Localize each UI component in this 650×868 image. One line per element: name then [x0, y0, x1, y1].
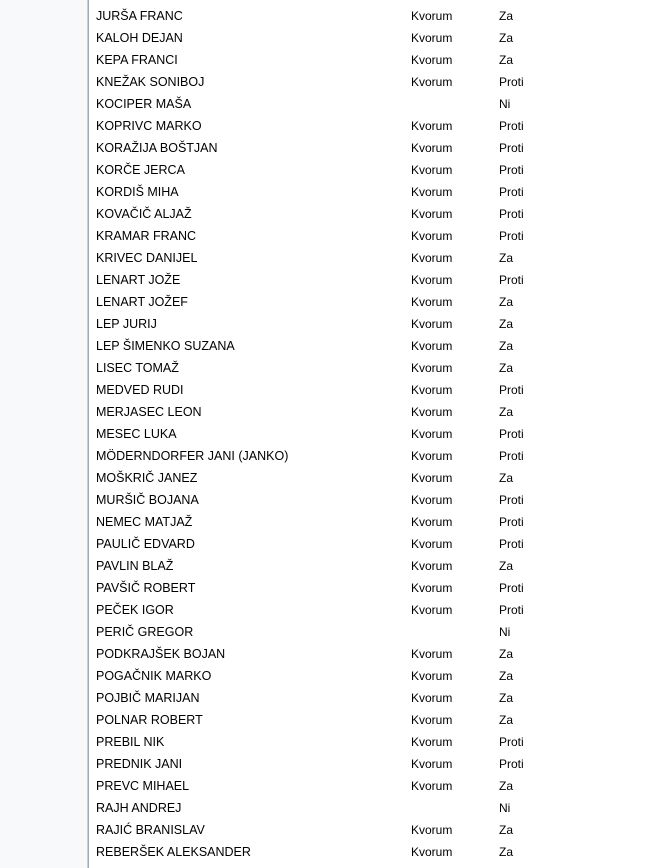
table-row — [89, 643, 650, 665]
deputy-name: LISEC TOMAŽ — [96, 361, 179, 375]
deputy-name: PAULIČ EDVARD — [96, 537, 195, 551]
deputy-name: KALOH DEJAN — [96, 31, 183, 45]
table-row — [89, 687, 650, 709]
table-row — [89, 665, 650, 687]
vote-value: Ni — [499, 97, 511, 111]
quorum-status: Kvorum — [411, 603, 453, 617]
table-row — [89, 467, 650, 489]
table-row — [89, 357, 650, 379]
deputy-name: KORAŽIJA BOŠTJAN — [96, 141, 218, 155]
table-row — [89, 423, 650, 445]
deputy-name: PREBIL NIK — [96, 735, 165, 749]
vote-value: Za — [499, 31, 514, 45]
table-row — [89, 379, 650, 401]
table-row — [89, 5, 650, 27]
deputy-name: PREVC MIHAEL — [96, 779, 190, 793]
quorum-status: Kvorum — [411, 273, 453, 287]
quorum-status: Kvorum — [411, 9, 453, 23]
table-row — [89, 313, 650, 335]
quorum-status: Kvorum — [411, 735, 453, 749]
vote-value: Proti — [499, 185, 524, 199]
vote-value: Proti — [499, 75, 524, 89]
table-row — [89, 731, 650, 753]
table-row — [89, 137, 650, 159]
vote-value: Proti — [499, 229, 524, 243]
quorum-status: Kvorum — [411, 647, 453, 661]
table-row — [89, 247, 650, 269]
table-row — [89, 841, 650, 863]
quorum-status: Kvorum — [411, 493, 453, 507]
quorum-status: Kvorum — [411, 185, 453, 199]
quorum-status: Kvorum — [411, 141, 453, 155]
table-row — [89, 49, 650, 71]
quorum-status: Kvorum — [411, 581, 453, 595]
deputy-name: PAVŠIČ ROBERT — [96, 581, 196, 595]
table-row — [89, 797, 650, 819]
deputy-name: PERIČ GREGOR — [96, 625, 194, 639]
deputy-name: RAJIĆ BRANISLAV — [96, 823, 205, 837]
deputy-name: LEP JURIJ — [96, 317, 157, 331]
vote-value: Proti — [499, 207, 524, 221]
quorum-status: Kvorum — [411, 295, 453, 309]
deputy-name: MOŠKRIČ JANEZ — [96, 471, 198, 485]
quorum-status: Kvorum — [411, 823, 453, 837]
deputy-name: MERJASEC LEON — [96, 405, 202, 419]
deputy-name: POLNAR ROBERT — [96, 713, 203, 727]
table-row — [89, 775, 650, 797]
vote-value: Za — [499, 405, 514, 419]
vote-value: Proti — [499, 141, 524, 155]
vote-value: Proti — [499, 537, 524, 551]
table-row — [89, 621, 650, 643]
deputy-name: NEMEC MATJAŽ — [96, 515, 193, 529]
vote-value: Proti — [499, 581, 524, 595]
deputy-name: MÖDERNDORFER JANI (JANKO) — [96, 449, 289, 463]
quorum-status: Kvorum — [411, 31, 453, 45]
quorum-status: Kvorum — [411, 383, 453, 397]
vote-value: Za — [499, 779, 514, 793]
vote-value: Za — [499, 647, 514, 661]
deputy-name: MESEC LUKA — [96, 427, 177, 441]
deputy-name: KRAMAR FRANC — [96, 229, 197, 243]
table-row — [89, 269, 650, 291]
table-row — [89, 753, 650, 775]
table-row — [89, 401, 650, 423]
quorum-status: Kvorum — [411, 163, 453, 177]
deputy-name: REBERŠEK ALEKSANDER — [96, 845, 251, 859]
vote-value: Proti — [499, 515, 524, 529]
quorum-status: Kvorum — [411, 405, 453, 419]
table-row — [89, 533, 650, 555]
deputy-name: KNEŽAK SONIBOJ — [96, 75, 205, 89]
deputy-name: PREDNIK JANI — [96, 757, 183, 771]
vote-value: Za — [499, 691, 514, 705]
vote-value: Proti — [499, 493, 524, 507]
vote-value: Za — [499, 823, 514, 837]
quorum-status: Kvorum — [411, 779, 453, 793]
quorum-status: Kvorum — [411, 427, 453, 441]
quorum-status: Kvorum — [411, 339, 453, 353]
table-row — [89, 819, 650, 841]
quorum-status: Kvorum — [411, 537, 453, 551]
deputy-name: PEČEK IGOR — [96, 603, 174, 617]
table-row — [89, 27, 650, 49]
deputy-name: LENART JOŽEF — [96, 295, 188, 309]
quorum-status: Kvorum — [411, 559, 453, 573]
table-row — [89, 555, 650, 577]
quorum-status: Kvorum — [411, 845, 453, 859]
quorum-status: Kvorum — [411, 669, 453, 683]
table-row — [89, 115, 650, 137]
deputy-name: KORDIŠ MIHA — [96, 185, 179, 199]
quorum-status: Kvorum — [411, 757, 453, 771]
quorum-status: Kvorum — [411, 207, 453, 221]
vote-value: Za — [499, 317, 514, 331]
table-row — [89, 291, 650, 313]
deputy-name: KORČE JERCA — [96, 163, 185, 177]
deputy-name: MURŠIČ BOJANA — [96, 493, 199, 507]
deputy-name: POGAČNIK MARKO — [96, 669, 212, 683]
vote-value: Proti — [499, 757, 524, 771]
table-row — [89, 445, 650, 467]
table-row — [89, 93, 650, 115]
vote-value: Proti — [499, 449, 524, 463]
deputy-name: LEP ŠIMENKO SUZANA — [96, 339, 235, 353]
table-row — [89, 511, 650, 533]
table-row — [89, 599, 650, 621]
deputy-name: KEPA FRANCI — [96, 53, 178, 67]
vote-value: Za — [499, 713, 514, 727]
table-row — [89, 225, 650, 247]
table-row — [89, 71, 650, 93]
deputy-name: JURŠA FRANC — [96, 9, 183, 23]
quorum-status: Kvorum — [411, 53, 453, 67]
deputy-name: KOCIPER MAŠA — [96, 97, 192, 111]
vote-value: Za — [499, 471, 514, 485]
quorum-status: Kvorum — [411, 449, 453, 463]
deputy-name: POJBIČ MARIJAN — [96, 691, 200, 705]
vote-value: Za — [499, 361, 514, 375]
vote-value: Za — [499, 251, 514, 265]
vote-value: Proti — [499, 603, 524, 617]
table-row — [89, 159, 650, 181]
table-row — [89, 335, 650, 357]
vote-value: Ni — [499, 625, 511, 639]
quorum-status: Kvorum — [411, 229, 453, 243]
vote-value: Za — [499, 669, 514, 683]
vote-value: Za — [499, 845, 514, 859]
quorum-status: Kvorum — [411, 119, 453, 133]
deputy-name: RAJH ANDREJ — [96, 801, 182, 815]
vote-value: Za — [499, 9, 514, 23]
quorum-status: Kvorum — [411, 361, 453, 375]
vote-value: Za — [499, 559, 514, 573]
quorum-status: Kvorum — [411, 515, 453, 529]
table-row — [89, 489, 650, 511]
vote-value: Proti — [499, 735, 524, 749]
vote-value: Proti — [499, 119, 524, 133]
vote-value: Ni — [499, 801, 511, 815]
deputy-name: KRIVEC DANIJEL — [96, 251, 198, 265]
table-row — [89, 577, 650, 599]
vote-value: Proti — [499, 273, 524, 287]
deputy-name: PODKRAJŠEK BOJAN — [96, 647, 226, 661]
deputy-name: PAVLIN BLAŽ — [96, 559, 174, 573]
table-row — [89, 709, 650, 731]
quorum-status: Kvorum — [411, 691, 453, 705]
quorum-status: Kvorum — [411, 75, 453, 89]
quorum-status: Kvorum — [411, 251, 453, 265]
vote-value: Za — [499, 53, 514, 67]
deputy-name: KOVAČIČ ALJAŽ — [96, 207, 192, 221]
vote-value: Za — [499, 339, 514, 353]
left-sidebar-panel — [0, 0, 88, 868]
deputy-name: LENART JOŽE — [96, 273, 181, 287]
vote-value: Proti — [499, 163, 524, 177]
vote-value: Proti — [499, 427, 524, 441]
vote-value: Proti — [499, 383, 524, 397]
deputy-name: MEDVED RUDI — [96, 383, 184, 397]
quorum-status: Kvorum — [411, 471, 453, 485]
table-row — [89, 181, 650, 203]
quorum-status: Kvorum — [411, 713, 453, 727]
vote-results-table — [89, 5, 650, 863]
deputy-name: KOPRIVC MARKO — [96, 119, 202, 133]
table-row — [89, 203, 650, 225]
vote-value: Za — [499, 295, 514, 309]
quorum-status: Kvorum — [411, 317, 453, 331]
